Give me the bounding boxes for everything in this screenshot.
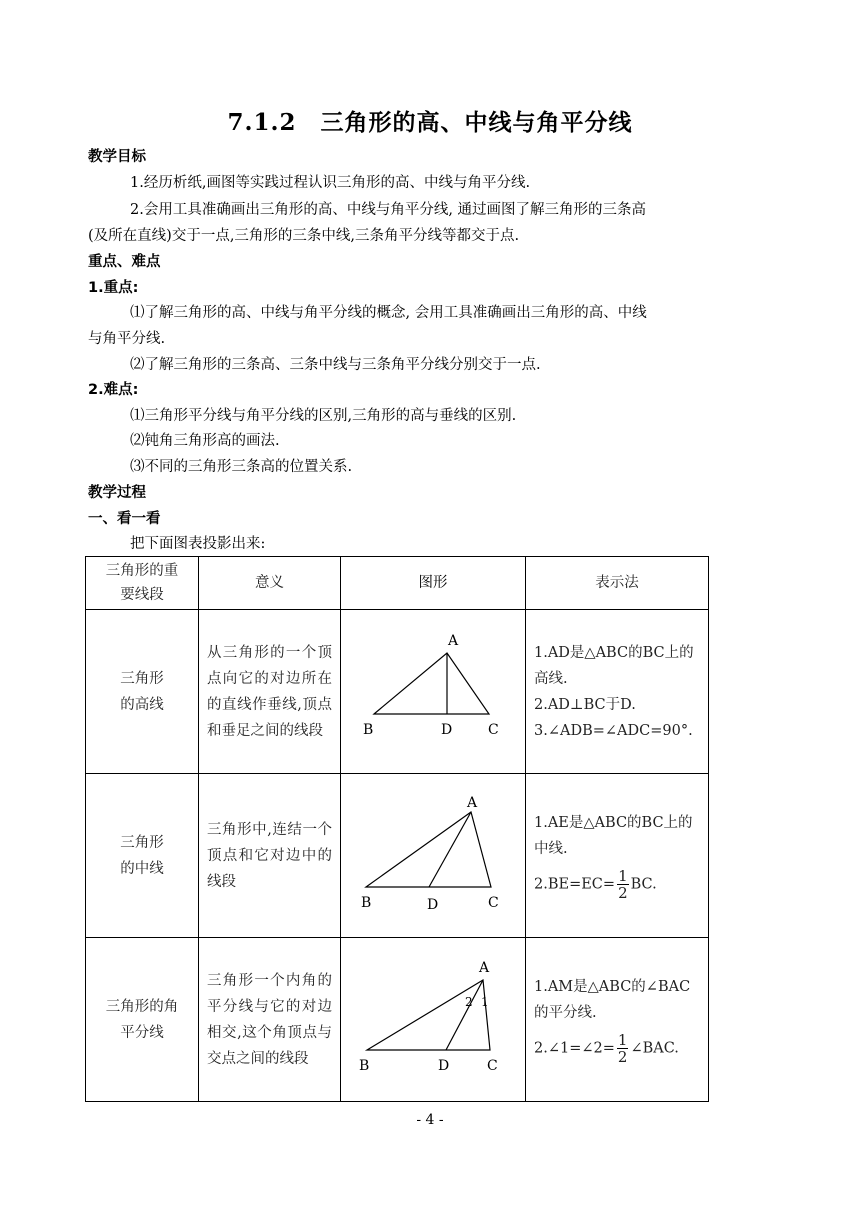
header-meaning: 意义	[199, 557, 341, 610]
row-notation: 1.AM是△ABC的∠BAC的平分线. 2.∠1=∠2= $\frac{1}{2}$ ∠BAC.	[526, 938, 709, 1102]
vertex-b-label: B	[361, 895, 372, 911]
table-row	[86, 938, 709, 1102]
header-notation: 表示法	[526, 557, 709, 610]
triangle-abc	[367, 980, 490, 1050]
row-notation: 1.AE是△ABC的BC上的中线. 2.BE=EC= $\frac{1}{2}$ BC.	[526, 774, 709, 938]
diff-label: 2.难点:	[88, 382, 139, 398]
key-item-1: ⑴了解三角形的高、中线与角平分线的概念, 会用工具准确画出三角形的高、中线	[130, 305, 647, 321]
row-notation: 1.AD是△ABC的BC上的高线. 2.AD⊥BC于D. 3.∠ADB=∠ADC=90°.	[526, 610, 709, 774]
row-meaning: 三角形中,连结一个顶点和它对边中的线段	[199, 774, 341, 938]
row-figure	[341, 938, 526, 1102]
angle-2-label: 2	[465, 995, 473, 1009]
row-name: 三角形的角平分线	[86, 938, 199, 1102]
median-figure	[341, 774, 525, 928]
key-item-1-cont: 与角平分线.	[88, 331, 166, 347]
row-figure	[341, 774, 526, 938]
fraction-half: $\frac{1}{2}$	[618, 867, 628, 902]
triangle-abc	[366, 812, 491, 887]
goal-2-cont: (及所在直线)交于一点,三角形的三条中线,三条角平分线等都交于点.	[88, 228, 520, 244]
angle-1-label: 1	[481, 995, 489, 1009]
heading-process: 教学过程	[88, 485, 146, 501]
segments-table	[85, 556, 709, 1102]
table-header-row	[86, 557, 709, 610]
key-label: 1.重点:	[88, 280, 139, 296]
diff-item-3: ⑶不同的三角形三条高的位置关系.	[130, 459, 353, 475]
look-text: 把下面图表投影出来:	[130, 536, 266, 552]
vertex-a-label: A	[467, 795, 478, 811]
median-line	[429, 812, 471, 887]
header-segment: 三角形的重要线段	[86, 557, 199, 610]
heading-look: 一、看一看	[88, 511, 161, 527]
fraction-half: $\frac{1}{2}$	[617, 1031, 628, 1066]
page-title: 7.1.2 三角形的高、中线与角平分线	[227, 109, 633, 136]
table-row	[86, 610, 709, 774]
vertex-b-label: B	[363, 722, 374, 738]
altitude-figure	[341, 610, 525, 764]
row-meaning: 三角形一个内角的平分线与它的对边相交,这个角顶点与交点之间的线段	[199, 938, 341, 1102]
table-row	[86, 774, 709, 938]
vertex-d-label: D	[441, 722, 453, 738]
row-meaning: 从三角形的一个顶点向它的对边所在的直线作垂线,顶点和垂足之间的线段	[199, 610, 341, 774]
vertex-c-label: C	[487, 1058, 498, 1074]
vertex-c-label: C	[488, 722, 499, 738]
bisector-figure	[341, 938, 525, 1092]
goal-2: 2.会用工具准确画出三角形的高、中线与角平分线, 通过画图了解三角形的三条高	[130, 202, 647, 218]
vertex-a-label: A	[479, 960, 490, 976]
heading-goals: 教学目标	[88, 149, 146, 165]
key-item-2: ⑵了解三角形的三条高、三条中线与三条角平分线分别交于一点.	[130, 357, 541, 373]
vertex-d-label: D	[438, 1058, 450, 1074]
row-name: 三角形的中线	[86, 774, 199, 938]
heading-key: 重点、难点	[88, 254, 161, 270]
vertex-a-label: A	[448, 633, 459, 649]
page-number: - 4 -	[416, 1112, 444, 1128]
row-name: 三角形的高线	[86, 610, 199, 774]
diff-item-1: ⑴三角形平分线与角平分线的区别,三角形的高与垂线的区别.	[130, 408, 517, 424]
vertex-d-label: D	[427, 897, 439, 913]
vertex-c-label: C	[488, 895, 499, 911]
triangle-abc	[374, 653, 489, 714]
diff-item-2: ⑵钝角三角形高的画法.	[130, 433, 280, 449]
row-figure	[341, 610, 526, 774]
vertex-b-label: B	[359, 1058, 370, 1074]
header-figure: 图形	[341, 557, 526, 610]
goal-1: 1.经历析纸,画图等实践过程认识三角形的高、中线与角平分线.	[130, 175, 531, 191]
